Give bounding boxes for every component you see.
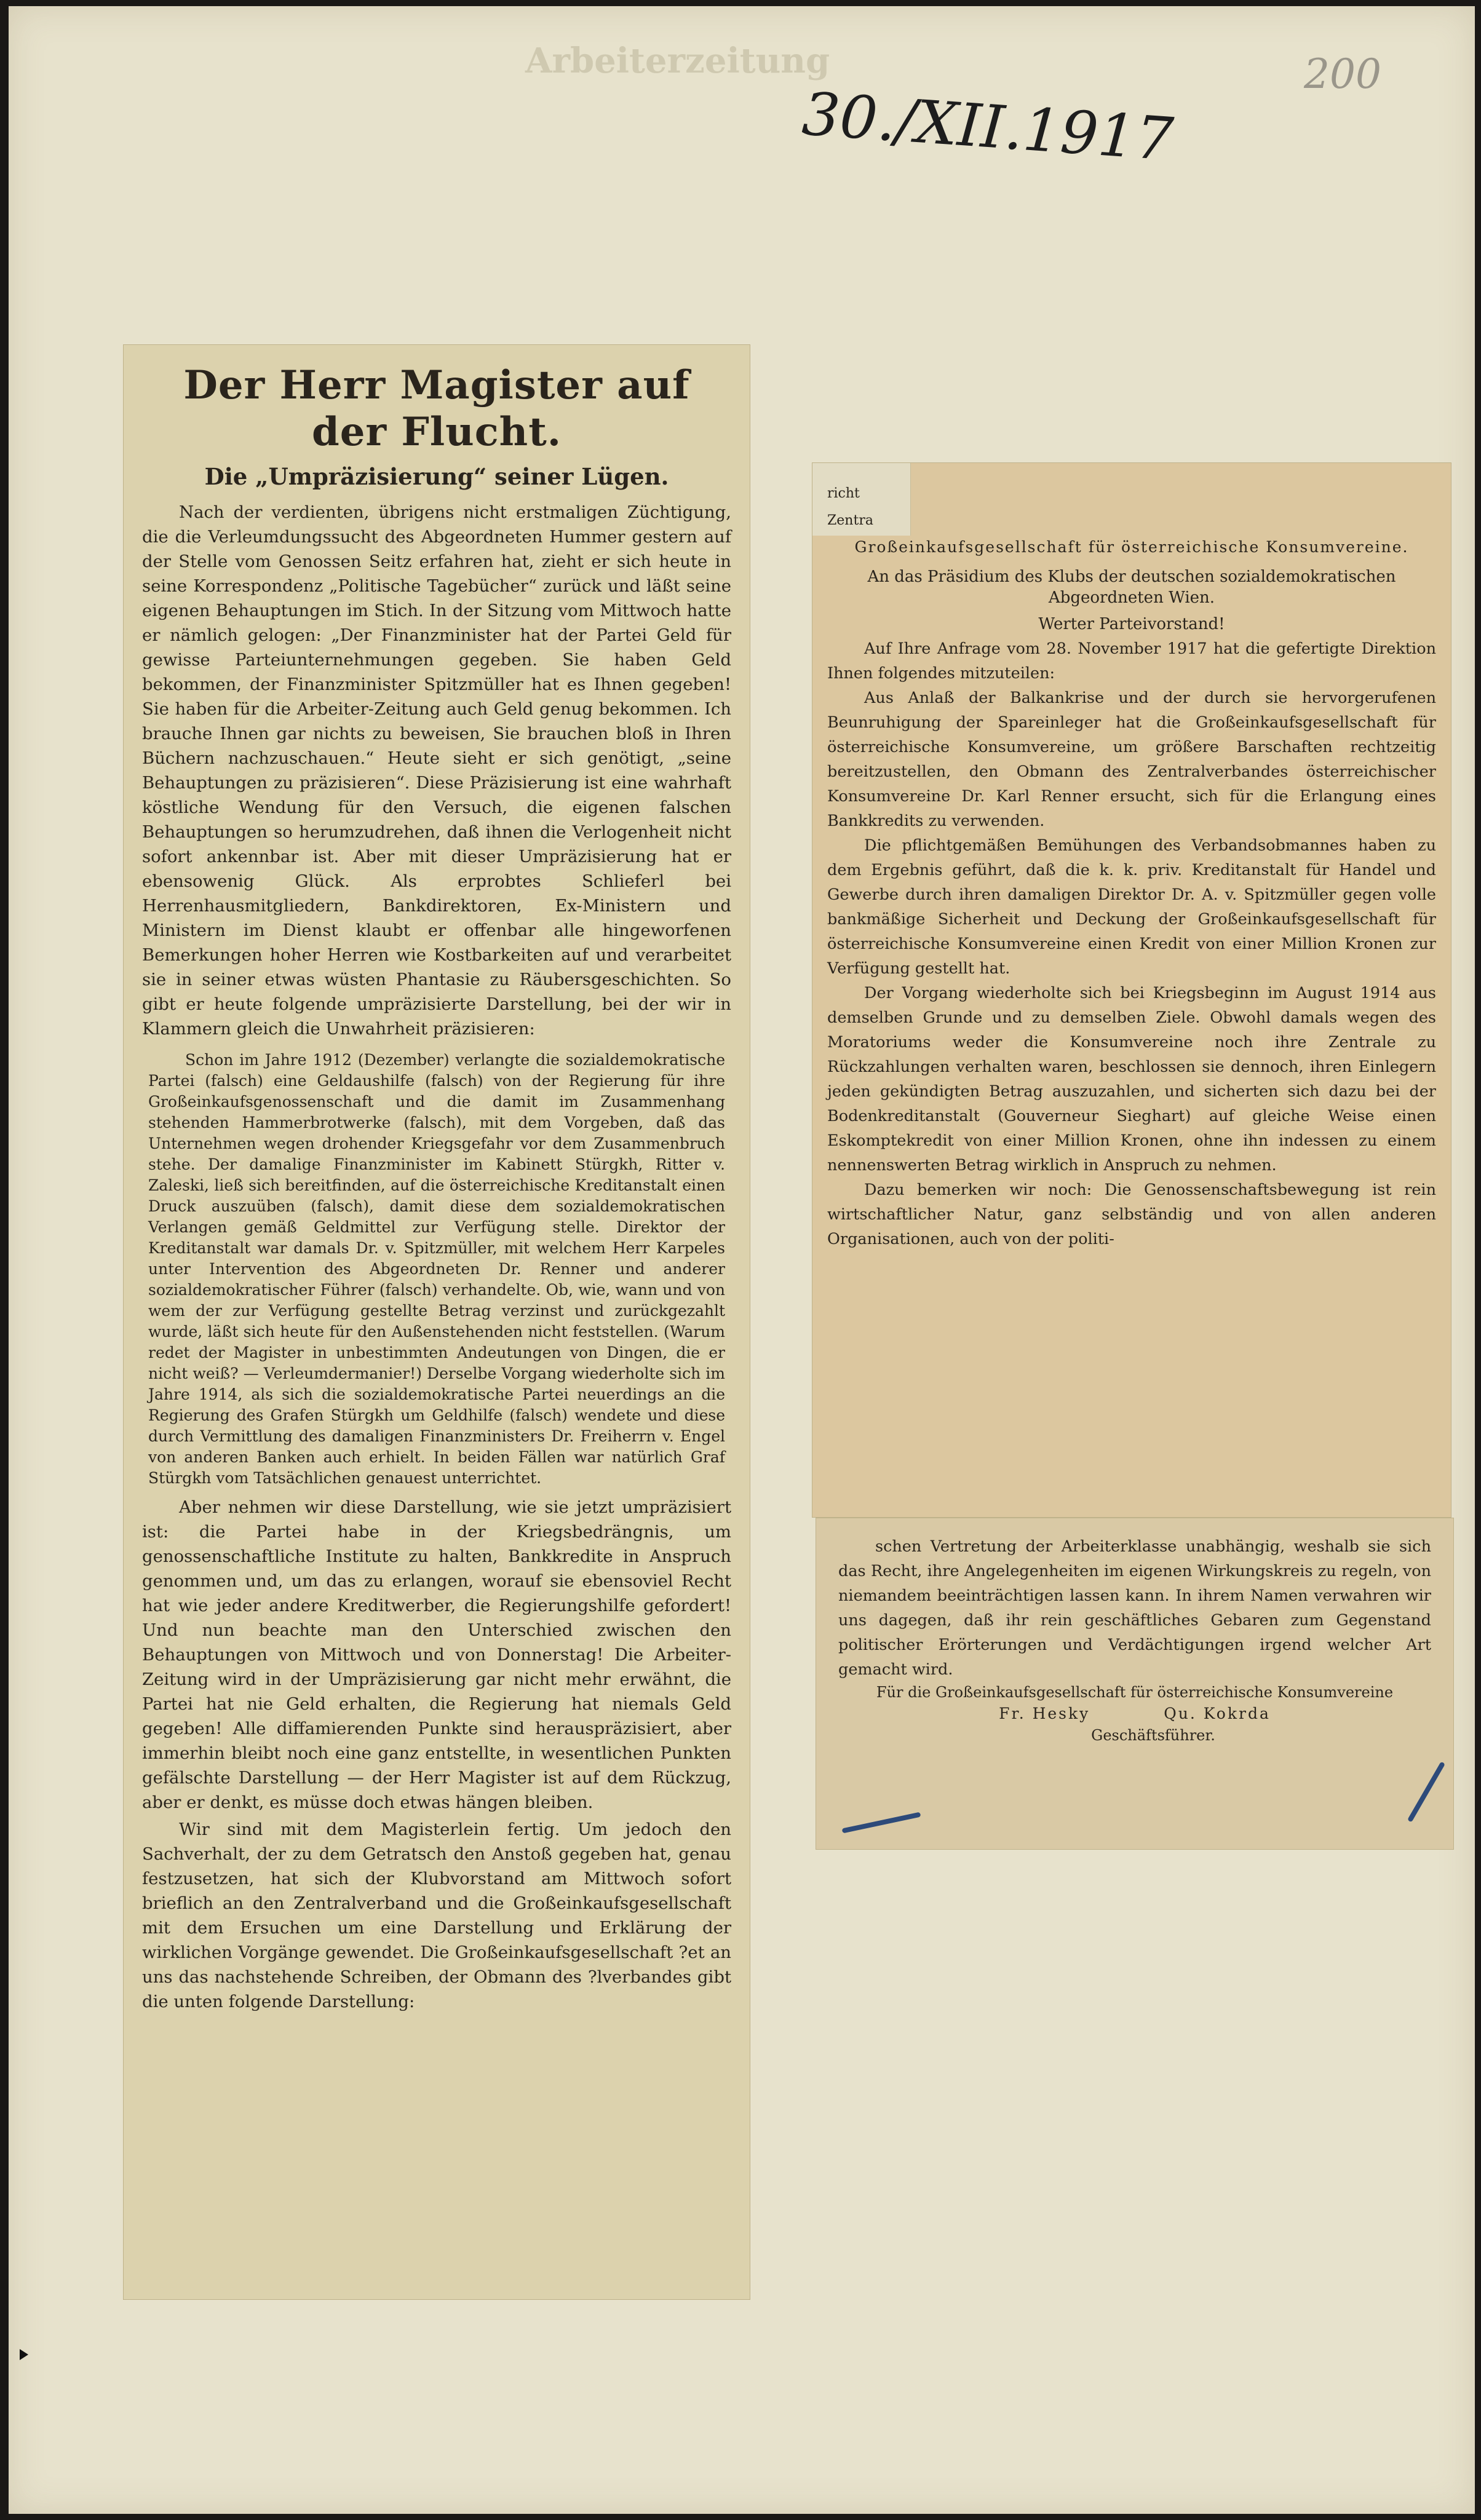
letter-paragraph: Aus Anlaß der Balkankrise und der durch sie hervorgerufenen Beunruhigung der Spareinleger hat die Großeinkaufsgesellschaft für österreichische Konsumvereine, um größere Barschaften rechtzeitig bereitzustellen, den Obmann des Zentralverbandes österreichischer Konsumvereine Dr. Karl Renner ersucht, sich für die Erlangung eines Bankkredits zu verwenden.	[827, 689, 1436, 830]
article-headline: Der Herr Magister auf der Flucht.	[183, 362, 690, 455]
letter-paragraph: schen Vertretung der Arbeiterklasse unabhängig, weshalb sie sich das Recht, ihre Angelegenheiten im eigenen Wirkungskreis zu regeln, von niemandem beeinträchtigen lassen kann. In ihrem Namen verwahren wir uns dagegen, daß ihr rein geschäftliches Gebaren zum Gegenstand politischer Erörterungen und Verdächtigungen irgend welcher Art gemacht wird.	[838, 1537, 1431, 1679]
letter-paragraph: Der Vorgang wiederholte sich bei Kriegsbeginn im August 1914 aus demselben Grunde und zu demselben Ziele. Obwohl damals wegen des Moratoriums weder die Konsumvereine noch ihre Zentrale zu Rückzahlungen verhalten waren, beschlossen sie dennoch, ihren Einlegern jeden gekündigten Betrag auszuzahlen, und sicherten sich dazu bei der Bodenkreditanstalt (Gouverneur Sieghart) auf gleiche Weise einen Eskomptekredit von einer Million Kronen, ohne ihn indessen zu einem nennenswerten Betrag wirklich in Anspruch zu nehmen.	[827, 984, 1436, 1175]
signatory-hesky: Fr. Hesky	[999, 1705, 1090, 1722]
right-letter-clipping	[812, 462, 1451, 1518]
handwritten-date: 30./XII.1917	[800, 79, 1176, 174]
letter-paragraph: Dazu bemerken wir noch: Die Genossenschaftsbewegung ist rein wirtschaftlicher Natur, ganz selbständig und von allen anderen Organisationen, auch von der politi-	[827, 1181, 1436, 1248]
torn-strip	[812, 463, 911, 536]
left-article-clipping	[123, 344, 750, 2300]
signatures	[838, 1703, 1431, 1725]
article-paragraph: Aber nehmen wir diese Darstellung, wie sie jetzt umpräzisiert ist: die Partei habe in der Kriegsbedrängnis, um genossenschaftliche Institute zu halten, Bankkredite in Anspruch genommen und, um das zu erlangen, worauf sie ebensoviel Recht hat wie jeder andere Kreditwerber, die Regierungshilfe gefordert! Und nun beachte man den Unterschied zwischen den Behauptungen von Mittwoch und von Donnerstag! Die Arbeiter-Zeitung wird in der Umpräzisierung gar nicht mehr erwähnt, die Partei hat nie Geld erhalten, die Regierung hat niemals Geld gegeben! Alle diffamierenden Punkte sind herauspräzisiert, aber immerhin bleibt noch eine ganz entstellte, in wesentlichen Punkten gefälschte Darstellung — der Herr Magister ist auf dem Rückzug, aber er denkt, es müsse doch etwas hängen bleiben.	[142, 1497, 731, 1812]
signatory-kokrda: Qu. Kokrda	[1164, 1705, 1271, 1722]
archive-sheet	[9, 6, 1475, 2514]
letter-closing: Für die Großeinkaufsgesellschaft für österreichische Konsumvereine	[876, 1684, 1394, 1701]
letterhead: Großeinkaufsgesellschaft für österreichische Konsumvereine.	[854, 538, 1409, 556]
article-quoted-block: Schon im Jahre 1912 (Dezember) verlangte die sozialdemokratische Partei (falsch) eine Geldaushilfe (falsch) von der Regierung für ihre Großeinkaufsgenossenschaft und die damit im Zusammenhang stehenden Hammerbrotwerke (falsch), mit dem Vorgeben, daß das Unternehmen wegen drohender Kriegsgefahr vor dem Zusammenbruch stehe. Der damalige Finanzminister im Kabinett Stürgkh, Ritter v. Zaleski, ließ sich bereitfinden, auf die österreichische Kreditanstalt einen Druck auszuüben (falsch), damit diese dem sozialdemokratischen Verlangen gemäß Geldmittel zur Verfügung stelle. Direktor der Kreditanstalt war damals Dr. v. Spitzmüller, mit welchem Herr Karpeles unter Intervention des Abgeordneten Dr. Renner und anderer sozialdemokratischer Führer (falsch) verhandelte. Ob, wie, wann und von wem der zur Verfügung gestellte Betrag verzinst und zurückgezahlt wurde, läßt sich heute für den Außenstehenden nicht feststellen. (Warum redet der Magister in unbestimmten Andeutungen von Dingen, die er nicht weiß? — Verleumdermanier!) Derselbe Vorgang wiederholte sich im Jahre 1914, als sich die sozialdemokratische Partei neuerdings an die Regierung des Grafen Stürgkh um Geldhilfe (falsch) wendete und diese durch Vermittlung des damaligen Finanzministers Dr. Freiherrn v. Engel von anderen Banken auch erhielt. In beiden Fällen war natürlich Graf Stürgkh vom Tatsächlichen genauest unterrichtet.	[148, 1051, 725, 1487]
letter-greeting: Werter Parteivorstand!	[1038, 615, 1225, 633]
faint-newspaper-stamp: Arbeiterzeitung	[525, 41, 830, 81]
letter-paragraph: Auf Ihre Anfrage vom 28. November 1917 hat die gefertigte Direktion Ihnen folgendes mitzuteilen:	[827, 640, 1436, 683]
article-paragraph: Wir sind mit dem Magisterlein fertig. Um jedoch den Sachverhalt, der zu dem Getratsch den Anstoß gegeben hat, genau festzusetzen, hat sich der Klubvorstand am Mittwoch sofort brieflich an den Zentralverband und die Großeinkaufsgesellschaft mit dem Ersuchen um eine Darstellung und Erklärung der wirklichen Vorgänge gewendet. Die Großeinkaufsgesellschaft ?et an uns das nachstehende Schreiben, der Obmann des ?lverbandes gibt die unten folgende Darstellung:	[142, 1820, 731, 2011]
article-paragraph: Nach der verdienten, übrigens nicht erstmaligen Züchtigung, die die Verleumdungssucht des Abgeordneten Hummer gestern auf der Stelle vom Genossen Seitz erfahren hat, zieht er sich heute in seine Korrespondenz „Politische Tagebücher“ zurück und läßt seine eigenen Behauptungen im Stich. In der Sitzung vom Mittwoch hatte er nämlich gelogen: „Der Finanzminister hat der Partei Geld für gewisse Parteiunternehmungen gegeben. Sie haben Geld bekommen, der Finanzminister Spitzmüller hat es Ihnen gegeben! Sie haben für die Arbeiter-Zeitung auch Geld genug bekommen. Ich brauche Ihnen gar nichts zu beweisen, Sie brauchen bloß in Ihren Büchern nachzuschauen.“ Heute sieht er sich genötigt, „seine Behauptungen zu präzisieren“. Diese Präzisierung ist eine wahrhaft köstliche Wendung für den Versuch, die eigenen falschen Behauptungen so herumzudrehen, daß ihnen die Verlogenheit nicht sofort ankennbar ist. Aber mit dieser Umpräzisierung hat er ebensowenig Glück. Als erprobtes Schlieferl bei Herrenhausmitgliedern, Bankdirektoren, Ex-Ministern und Ministern im Dienst klaubt er offenbar alle hingeworfenen Bemerkungen hoher Herren wie Kostbarkeiten auf und verarbeitet sie in seiner etwas wüsten Phantasie zu Räubersgeschichten. So gibt er heute folgende umpräzisierte Darstellung, bei der wir in Klammern gleich die Unwahrheit präzisieren:	[142, 502, 731, 1039]
letter-paragraph: Die pflichtgemäßen Bemühungen des Verbandsobmannes haben zu dem Ergebnis geführt, daß die k. k. priv. Kreditanstalt für Handel und Gewerbe durch ihren damaligen Direktor Dr. A. v. Spitzmüller gegen volle bankmäßige Sicherheit und Deckung der Großeinkaufsgesellschaft für österreichische Konsumvereine einen Kredit von einer Million Kronen zur Verfügung gestellt hat.	[827, 836, 1436, 978]
strip-line: Zentra	[827, 513, 873, 528]
signatory-role: Geschäftsführer.	[1091, 1727, 1215, 1744]
strip-line: richt	[827, 486, 860, 501]
article-subheadline: Die „Umpräzisierung“ seiner Lügen.	[204, 463, 669, 490]
margin-arrow-icon	[20, 2349, 28, 2360]
letter-address: An das Präsidium des Klubs der deutschen sozialdemokratischen Abgeordneten Wien.	[867, 568, 1396, 607]
right-continuation-clipping	[816, 1518, 1454, 1850]
pencil-page-number: 200	[1304, 50, 1381, 98]
